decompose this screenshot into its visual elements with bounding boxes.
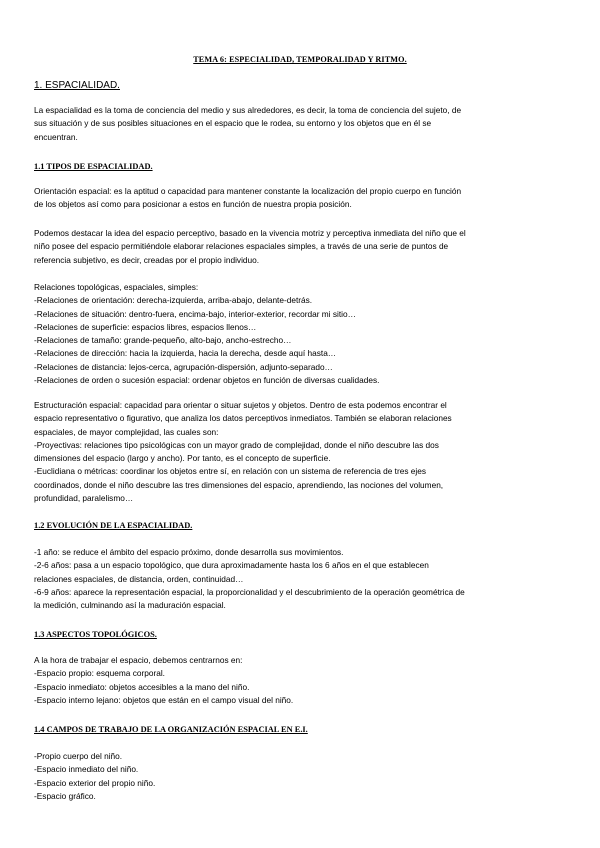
estructuracion-paragraph (34, 399, 569, 505)
orientacion-paragraph (34, 185, 569, 212)
section-1-3-heading: 1.3 ASPECTOS TOPOLÓGICOS. (34, 630, 157, 639)
list-item: -Relaciones de dirección: hacia la izquierda, hacia la derecha, desde aquí hasta… (34, 348, 337, 359)
text-line: de los objetos así como para posicionar a estos en función de nuestra propia posición. (34, 199, 352, 210)
text-line: Estructuración espacial: capacidad para orientar o situar sujetos y objetos. Dentro de esta podemos encontrar el (34, 400, 447, 410)
text-line: -6-9 años: aparece la representación espacial, la proporcionalidad y el descubrimiento de la operación geométrica de (34, 586, 465, 597)
text-line: la medición, culminando así la maduración espacial. (34, 600, 226, 611)
text-line: -1 año: se reduce el ámbito del espacio próximo, donde desarrolla sus movimientos. (34, 547, 344, 557)
section-1-heading: 1. ESPACIALIDAD. (34, 80, 120, 91)
text-line: coordinados, donde el niño descubre las tres dimensiones del espacio, aprendiendo, las nociones del volumen, (34, 479, 444, 490)
list-item: -Relaciones de superficie: espacios libres, espacios llenos… (34, 321, 257, 332)
list-item: -Relaciones de orientación: derecha-izquierda, arriba-abajo, delante-detrás. (34, 295, 313, 306)
campos-list (34, 750, 569, 803)
evolucion-paragraph (34, 546, 569, 612)
text-line: -2-6 años: pasa a un espacio topológico, que dura aproximadamente hasta los 6 años en el que establecen (34, 560, 429, 571)
relaciones-list (34, 281, 569, 387)
text-line: dimensiones del espacio (largo y ancho). Por tanto, es el concepto de superficie. (34, 453, 331, 464)
text-line: -Euclidiana o métricas: coordinar los objetos entre sí, en relación con un sistema de referencia de tres ejes (34, 466, 426, 477)
intro-paragraph (34, 104, 569, 144)
list-item: -Espacio inmediato: objetos accesibles a la mano del niño. (34, 681, 250, 692)
aspectos-list (34, 654, 569, 707)
list-item: -Espacio gráfico. (34, 790, 96, 801)
intro-line: encuentran. (34, 131, 78, 142)
list-item: -Relaciones de situación: dentro-fuera, encima-bajo, interior-exterior, recordar mi sitio… (34, 308, 356, 319)
text-line: -Proyectivas: relaciones tipo psicológicas con un mayor grado de complejidad, donde el niño descubre las dos (34, 439, 439, 450)
list-item: -Espacio propio: esquema corporal. (34, 668, 165, 679)
list-item: -Espacio inmediato del niño. (34, 764, 139, 775)
section-1-1-heading: 1.1 TIPOS DE ESPACIALIDAD. (34, 162, 153, 171)
text-line: espaciales, de mayor complejidad, las cuales son: (34, 426, 219, 437)
text-line: espacio representativo o figurativo, que analiza los datos perceptivos inmediatos. También se elaboran relaciones (34, 413, 452, 424)
text-line: profundidad, paralelismo… (34, 493, 134, 504)
list-item: A la hora de trabajar el espacio, debemos centrarnos en: (34, 655, 243, 665)
list-item: -Relaciones de distancia: lejos-cerca, agrupación-dispersión, adjunto-separado… (34, 361, 333, 372)
text-line: niño posee del espacio permitiéndole elaborar relaciones espaciales simples, a través de una serie de puntos de (34, 241, 449, 252)
list-item: -Espacio interno lejano: objetos que están en el campo visual del niño. (34, 694, 294, 705)
list-item: Relaciones topológicas, espaciales, simples: (34, 282, 199, 292)
intro-line: La espacialidad es la toma de conciencia del medio y sus alrededores, es decir, la toma de conciencia del sujeto, de (34, 105, 462, 115)
list-item: -Relaciones de tamaño: grande-pequeño, alto-bajo, ancho-estrecho… (34, 335, 292, 346)
section-1-4-heading: 1.4 CAMPOS DE TRABAJO DE LA ORGANIZACIÓN ESPACIAL EN E.I. (34, 725, 308, 734)
text-line: Orientación espacial: es la aptitud o capacidad para mantener constante la localización del propio cuerpo en función (34, 186, 462, 196)
text-line: relaciones espaciales, de distancia, orden, continuidad… (34, 573, 244, 584)
intro-line: sus situación y de sus posibles situaciones en el espacio que le rodea, su entorno y los objetos que en él se (34, 118, 432, 129)
section-1-2-heading: 1.2 EVOLUCIÓN DE LA ESPACIALIDAD. (34, 521, 193, 530)
list-item: -Propio cuerpo del niño. (34, 751, 123, 761)
perceptivo-paragraph (34, 227, 569, 267)
text-line: Podemos destacar la idea del espacio perceptivo, basado en la vivencia motriz y perceptiva inmediata del niño que el (34, 228, 466, 238)
list-item: -Relaciones de orden o sucesión espacial: ordenar objetos en función de diversas cualidades. (34, 375, 380, 386)
document-title: TEMA 6: ESPECIALIDAD, TEMPORALIDAD Y RITMO. (193, 55, 407, 64)
text-line: referencia subjetivo, es decir, creadas por el propio individuo. (34, 254, 260, 265)
list-item: -Espacio exterior del propio niño. (34, 777, 156, 788)
